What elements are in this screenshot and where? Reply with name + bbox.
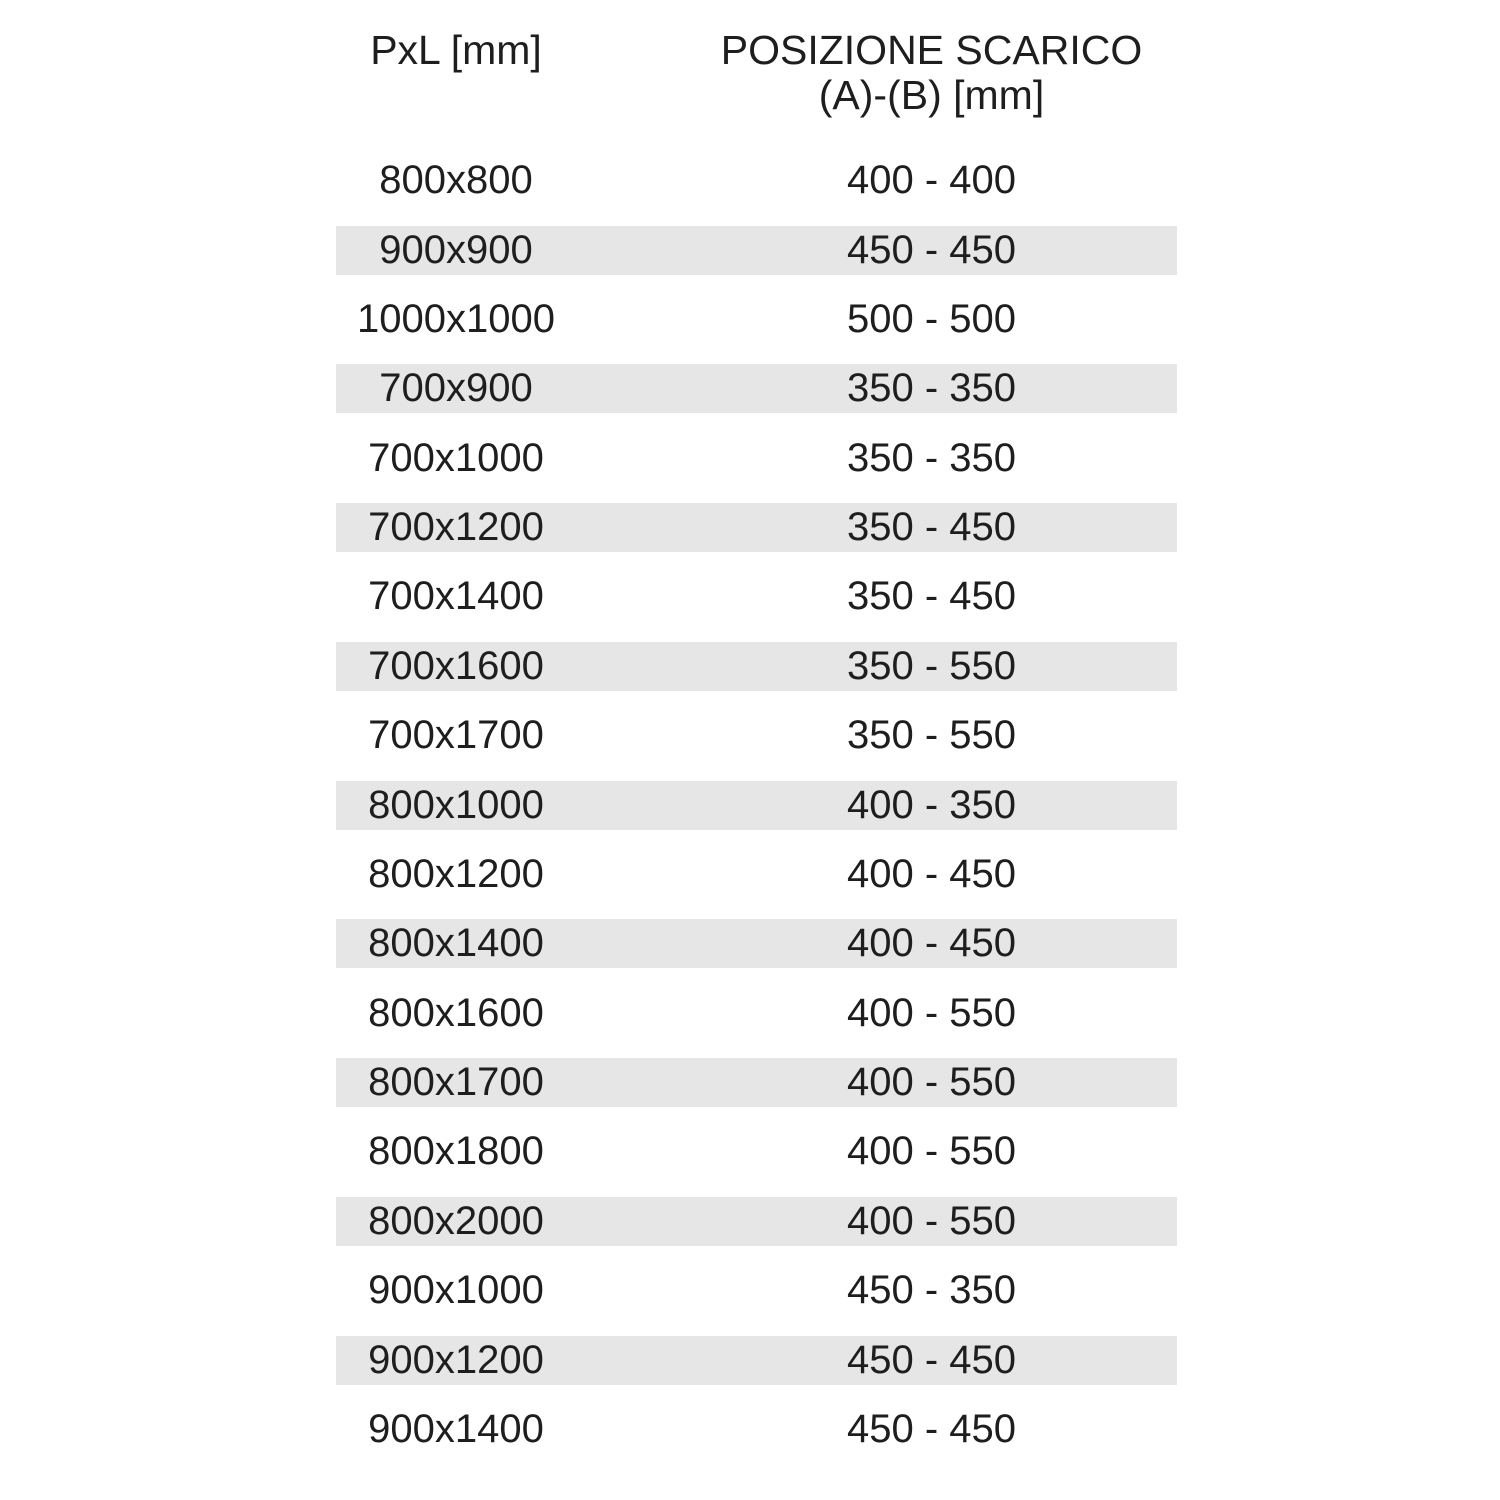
- table-row: [336, 364, 1177, 413]
- size-cell: 900x1000: [368, 1268, 544, 1313]
- drain-position-cell: 400 - 400: [846, 158, 1017, 203]
- size-cell: 700x1400: [368, 574, 544, 619]
- table-row: [336, 1197, 1177, 1246]
- size-cell: 700x1000: [368, 435, 544, 480]
- table-row: [336, 226, 1177, 275]
- table-row: [336, 1336, 1177, 1385]
- table-row: [336, 295, 1177, 344]
- drain-position-cell: 350 - 350: [846, 435, 1017, 480]
- table-row: [336, 1266, 1177, 1315]
- table-header-row: [336, 28, 1177, 118]
- table-row: [336, 781, 1177, 830]
- size-cell: 800x1000: [368, 782, 544, 827]
- size-cell: 800x800: [379, 158, 533, 203]
- drain-position-cell: 350 - 550: [846, 713, 1017, 758]
- size-drain-position-table: [336, 28, 1177, 1464]
- column-header-drain-position-line2: (A)-(B) [mm]: [818, 72, 1045, 118]
- table-body: [336, 146, 1177, 1464]
- size-cell: 800x1600: [368, 990, 544, 1035]
- drain-position-cell: 400 - 550: [846, 1198, 1017, 1243]
- size-cell: 800x1400: [368, 921, 544, 966]
- table-row: [336, 1058, 1177, 1107]
- drain-position-cell: 350 - 450: [846, 574, 1017, 619]
- column-header-drain-position-line1: POSIZIONE SCARICO: [720, 27, 1143, 73]
- table-row: [336, 434, 1177, 483]
- drain-position-cell: 450 - 450: [846, 1337, 1017, 1382]
- size-cell: 800x1200: [368, 851, 544, 896]
- table-row: [336, 919, 1177, 968]
- size-cell: 800x1800: [368, 1129, 544, 1174]
- drain-position-cell: 450 - 450: [846, 1406, 1017, 1451]
- size-cell: 1000x1000: [357, 296, 555, 341]
- table-row: [336, 1405, 1177, 1454]
- column-header-size: PxL [mm]: [370, 27, 542, 73]
- size-cell: 900x900: [379, 227, 533, 272]
- table-row: [336, 156, 1177, 205]
- drain-position-cell: 400 - 450: [846, 851, 1017, 896]
- drain-position-cell: 400 - 350: [846, 782, 1017, 827]
- table-row: [336, 989, 1177, 1038]
- drain-position-cell: 350 - 450: [846, 505, 1017, 550]
- drain-position-cell: 400 - 450: [846, 921, 1017, 966]
- drain-position-cell: 450 - 450: [846, 227, 1017, 272]
- size-cell: 700x900: [379, 366, 533, 411]
- size-cell: 700x1200: [368, 505, 544, 550]
- size-cell: 900x1400: [368, 1406, 544, 1451]
- drain-position-cell: 400 - 550: [846, 1060, 1017, 1105]
- table-row: [336, 711, 1177, 760]
- size-cell: 900x1200: [368, 1337, 544, 1382]
- table-row: [336, 572, 1177, 621]
- size-cell: 800x2000: [368, 1198, 544, 1243]
- table-row: [336, 642, 1177, 691]
- drain-position-cell: 450 - 350: [846, 1268, 1017, 1313]
- size-cell: 700x1700: [368, 713, 544, 758]
- table-row: [336, 850, 1177, 899]
- size-cell: 800x1700: [368, 1060, 544, 1105]
- table-row: [336, 1127, 1177, 1176]
- size-cell: 700x1600: [368, 643, 544, 688]
- drain-position-cell: 350 - 550: [846, 643, 1017, 688]
- drain-position-cell: 400 - 550: [846, 990, 1017, 1035]
- column-header-drain-position: [576, 28, 1177, 118]
- drain-position-cell: 350 - 350: [846, 366, 1017, 411]
- table-row: [336, 503, 1177, 552]
- drain-position-cell: 500 - 500: [846, 296, 1017, 341]
- drain-position-cell: 400 - 550: [846, 1129, 1017, 1174]
